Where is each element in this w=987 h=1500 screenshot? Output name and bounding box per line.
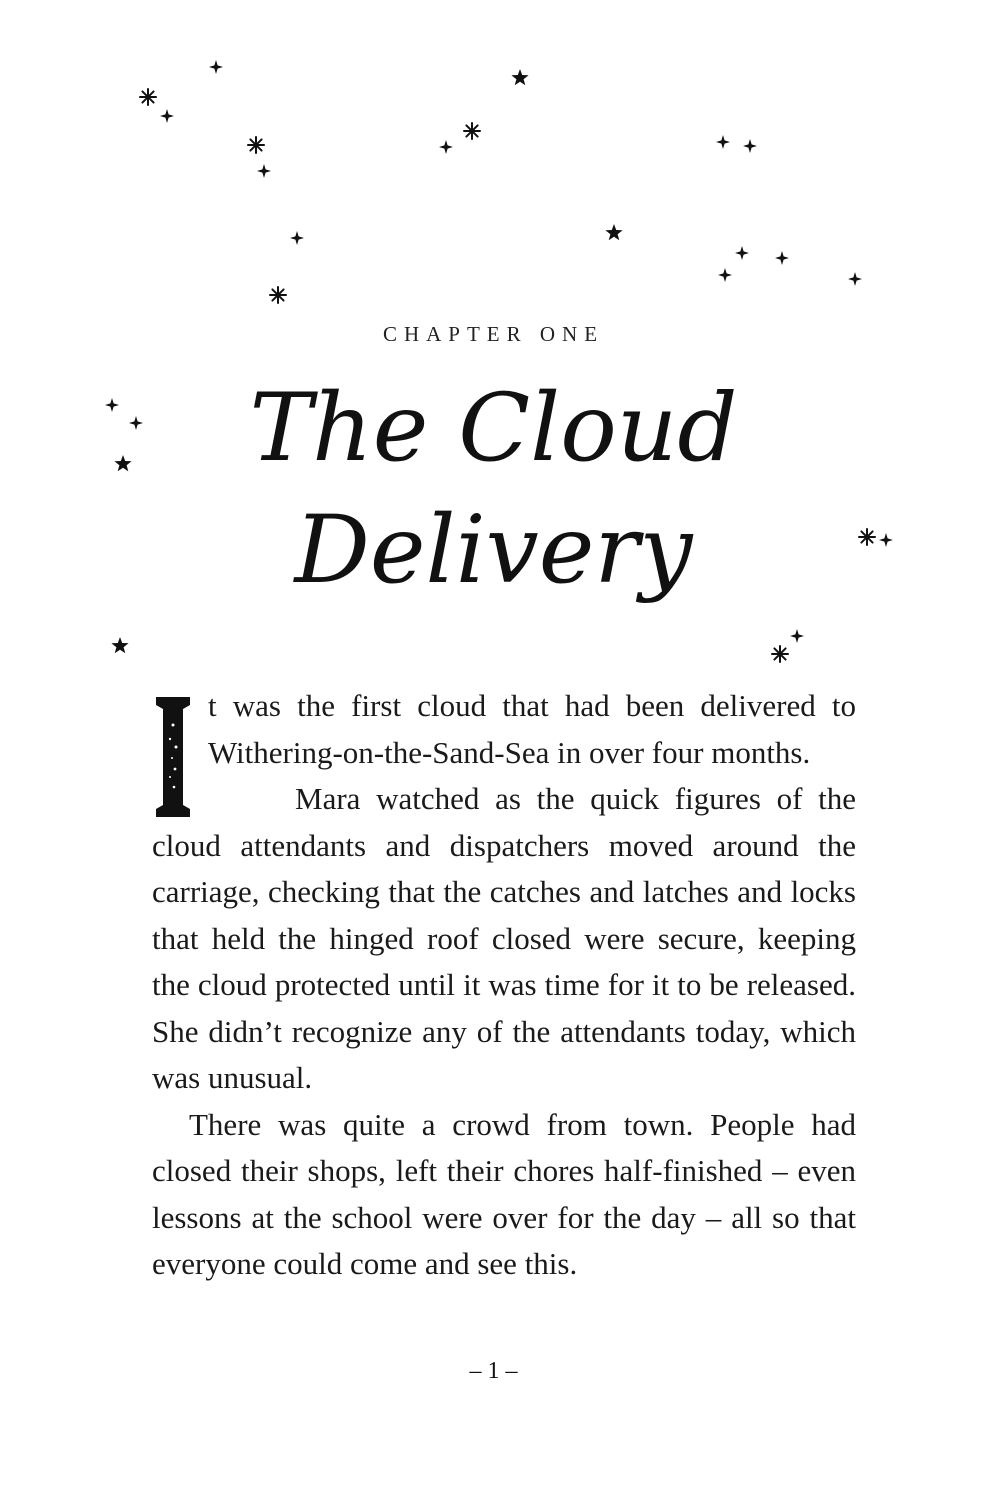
paragraph-2: There was quite a crowd from town. People had closed their shops, left their chores half-finished – even lessons at the school were over for the day – all so that everyone could come and see this.: [152, 1106, 856, 1281]
star-icon: [464, 123, 480, 139]
page-number: – 1 –: [469, 1358, 518, 1384]
star-icon: [848, 272, 862, 286]
star-icon: [743, 139, 757, 153]
star-icon: [605, 224, 622, 240]
star-icon: [511, 69, 528, 85]
star-icon: [209, 60, 223, 74]
star-icon: [257, 164, 271, 178]
paragraph: [152, 683, 856, 776]
paragraph-1-first-sentence: t was the first cloud that had been delivered to Withering-on-the-Sand-Sea in over four months.: [208, 688, 856, 770]
star-icon: [160, 109, 174, 123]
drop-cap-letter: [154, 695, 155, 696]
paragraph-1-continued: Mara watched as the quick figures of the cloud attendants and dispatchers moved around the carriage, checking that the catches and latches and locks that held the hinged roof closed were secure, keeping the cloud protected until it was time for it to be released. She didn’t recognize any of the attendants today, which was unusual.: [152, 781, 856, 1095]
star-icon: [140, 89, 156, 105]
star-icon: [772, 646, 788, 662]
star-icon: [716, 135, 730, 149]
star-icon: [270, 287, 286, 303]
body-text: [152, 683, 856, 1288]
star-icon: [290, 231, 304, 245]
chapter-title-line-2: Delivery: [294, 496, 693, 605]
star-icon: [248, 137, 264, 153]
star-icon: [775, 251, 789, 265]
star-icon: [790, 629, 804, 643]
chapter-title-line-1: The Cloud: [249, 374, 738, 483]
star-icon: [111, 637, 128, 653]
star-icon: [439, 140, 453, 154]
drop-cap: [154, 695, 192, 819]
star-icon: [735, 246, 749, 260]
chapter-label: CHAPTER ONE: [382, 322, 605, 346]
chapter-title: [0, 368, 987, 612]
star-icon: [718, 268, 732, 282]
